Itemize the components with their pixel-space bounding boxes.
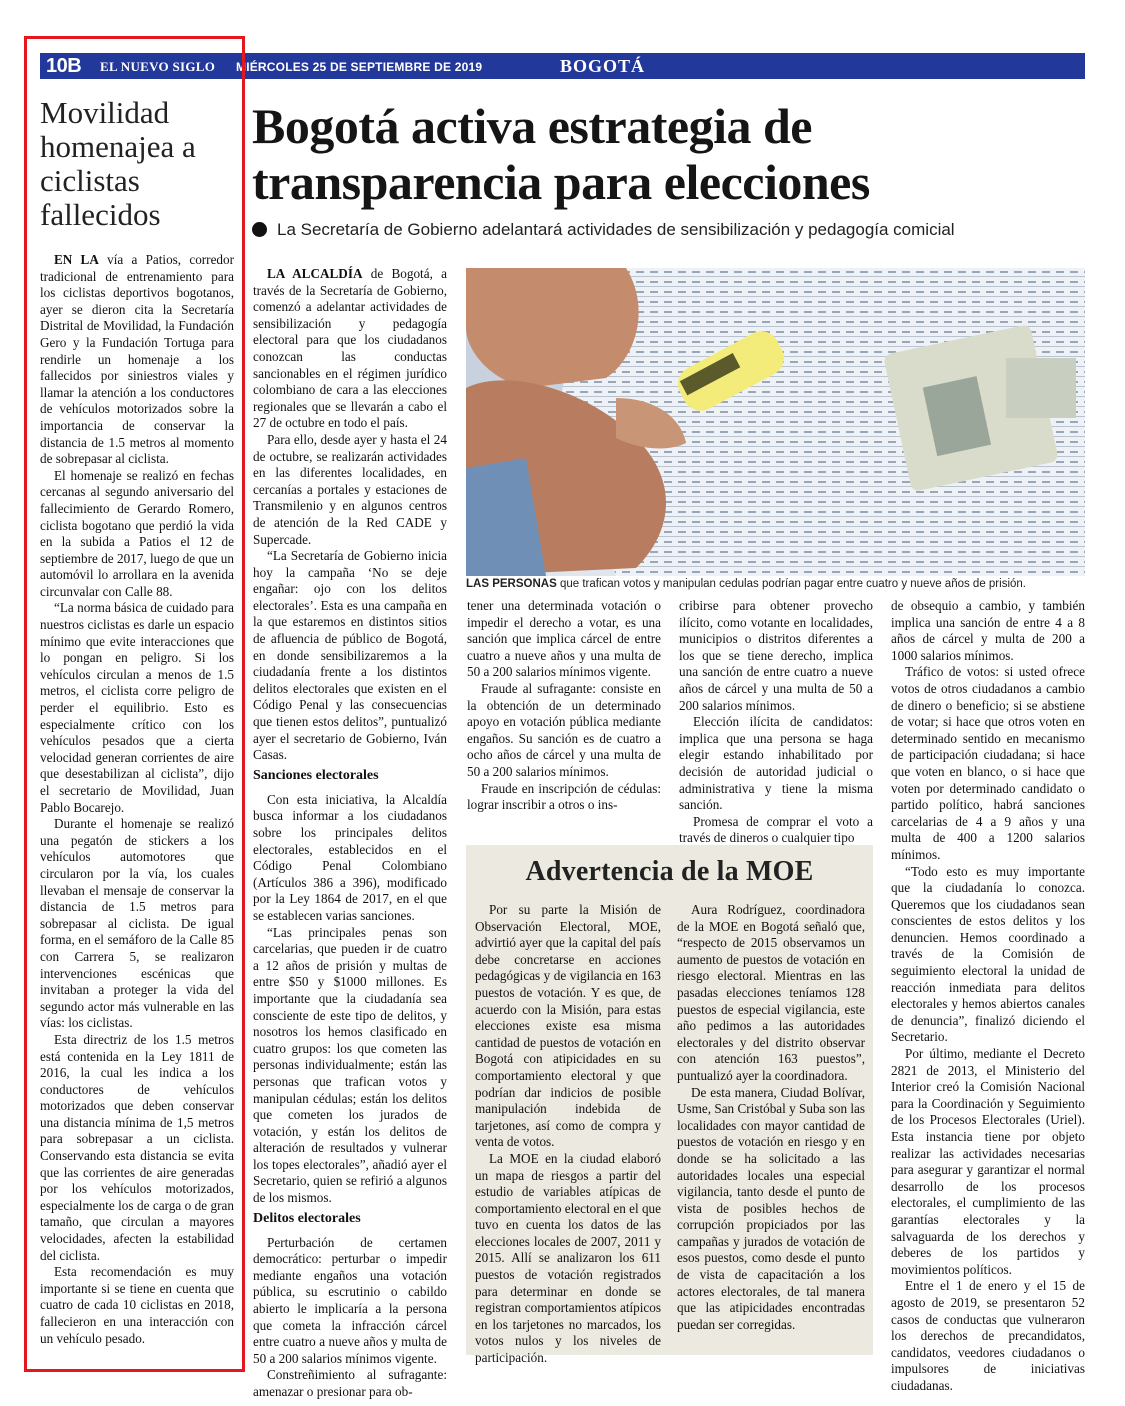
paragraph: El homenaje se realizó en fechas cercanas al segundo aniversario del fallecimiento de Gerardo Romero, ciclista bogotano que perdió la vida en la subida a Patios el 12 de septiembre de 2017, luego de que un automóvil lo arrollara en la avenida circunvalar con Calle 88. [40,467,234,599]
article-column-1 [253,266,447,1401]
subheading-delitos: Delitos electorales [253,1210,361,1226]
photo-caption: LAS PERSONAS que trafican votos y manipulan cedulas podrían pagar entre cuatro y nueve años de prisión. [466,578,1026,590]
lead-words: LA ALCALDÍA [267,266,363,281]
paragraph: Esta recomendación es muy importante si se tiene en cuenta que cuatro de cada 10 ciclistas en 2018, fallecieron en una interacción con un vehículo pesado. [40,1264,234,1346]
paragraph: Para ello, desde ayer y hasta el 24 de octubre, se realizarán actividades en las diferentes localidades, en cercanías a portales y estaciones de Transmilenio y en algunos centros de atención de la Red CADE y Supercade. [253,431,447,547]
moe-box-headline: Advertencia de la MOE [525,856,814,887]
voter-list-photo-illustration [466,268,1085,576]
paragraph: Aura Rodríguez, coordinadora de la MOE en Bogotá señaló que, “respecto de 2015 observamos un aumento de puestos de votación en riesgo electoral. Mientras en las pasadas elecciones teníamos 128 puestos de especial vigilancia, este año pedimos a las autoridades electorales y del distrito observar con atención 163 puestos”, puntualizó ayer la coordinadora. [677,902,865,1083]
lead-words: EN LA [54,252,99,267]
article-column-3 [679,598,873,847]
paragraph: “Todo esto es muy importante que la ciudadanía lo conozca. Queremos que los ciudadanos sean conscientes de estos delitos y los denuncien. Hemos coordinado a través de la Comisión de seguimiento electoral la unidad de reacción inmediata para delitos electorales y hemos abiertos canales de denuncia”, finalizó diciendo el Secretario. [891,863,1085,1045]
main-headline: Bogotá activa estrategia de transparencia para elecciones [252,98,870,210]
paragraph: “Las principales penas son carcelarias, que pueden ir de cuatro a 12 años de prisión y multas de entre $50 y $1000 millones. Es importante que la ciudadanía sea consciente de este tipo de delitos, y nosotros los hemos clasificado en cuatro grupos: los que cometen las personas individualmente; están las personas que trafican votos y manipulan cédulas; están los delitos que cometen los jurados de votación, y están los delitos de alteración de resultados y vulnerar los topes electorales”, añadió ayer el Secretario, quien se refirió a algunos de los mismos. [253,924,447,1206]
paragraph: La MOE en la ciudad elaboró un mapa de riesgos a partir del estudio de variables atípicas de comportamiento electoral en el que tuvo en cuenta los datos de las elecciones locales de 2007, 2011 y 2015. Allí se analizaron los 611 puestos de votación registrados para determinar en donde se registran comportamientos atípicos en los tarjetones no marcados, los votos nulos y los niveles de participación. [475,1150,662,1366]
paragraph: Por su parte la Misión de Observación Electoral, MOE, advirtió ayer que la capital del país debe concretarse en acciones pedagógicas y de vigilancia en 163 puestos de votación. Y es que, de acuerdo con la Misión, para estas elecciones existe esa misma cantidad de puestos de votación en Bogotá con atipicidades en su comportamiento electoral y que podrían dar indicios de posible manipulación indebida de tarjetones, así como de compra y venta de votos. [475,902,661,1150]
bullet-icon [252,222,267,237]
paragraph: cribirse para obtener provecho ilícito, como votante en localidades, municipios o distritos diferentes a los que se tiene derecho, implica una sanción de entre cuatro a nueve años de cárcel y una multa de 50 a 200 salarios mínimos. [679,598,873,713]
paragraph: Fraude en inscripción de cédulas: lograr inscribir a otros o ins- [467,780,661,813]
publication-name: EL NUEVO SIGLO [100,59,216,74]
page-number: 10B [46,55,82,77]
paragraph: De esta manera, Ciudad Bolívar, Usme, San Cristóbal y Suba son las localidades con mayor cantidad de puestos de votación en riesgo y en donde se ha solicitado a las autoridades locales una especial vigilancia, tanto desde el punto de vista de posibles hechos de corrupción propiciados por las campañas y jurados de votación de esos puestos, como desde el punto de vista de capacitación a los actores electorales, de tal manera que las atipicidades encontradas puedan ser corregidas. [677,1084,865,1332]
paragraph: Entre el 1 de enero y el 15 de agosto de 2019, se presentaron 52 casos de conductas que vulneraron los derechos de precandidatos, candidatos, veedores ciudadanos o impulsores de iniciativas ciudadanas. [891,1278,1085,1393]
paragraph: Durante el homenaje se realizó una pegatón de stickers a los vehículos automotores que circularon por la vía, los cuales llevaban el mensaje de conservar la distancia de 1.5 metros para sobrepasar al ciclista. De igual forma, en el semáforo de la Calle 85 con Carrera 5, se realizaron intervenciones escénicas que invitaban a proteger la vida del segundo actor más vulnerable en las vías: los ciclistas. [40,816,234,1031]
issue-date: MIÉRCOLES 25 DE SEPTIEMBRE DE 2019 [236,60,483,74]
moe-column-1 [475,902,661,1367]
main-subheadline: La Secretaría de Gobierno adelantará actividades de sensibilización y pedagogía comicial [252,220,1092,240]
paragraph: Elección ilícita de candidatos: implica que una persona se haga elegir estando inhabilitado por decisión de autoridad judicial o administrativa y tiene la misma sanción. [679,714,873,813]
paragraph: Promesa de comprar el voto a través de dineros o cualquier tipo [679,813,873,846]
article-column-2 [467,598,661,814]
paragraph: tener una determinada votación o impedir el derecho a votar, es una sanción que implica cárcel de entre cuatro a nueve años y una multa de 50 a 200 salarios mínimos vigente. [467,598,661,680]
paragraph: Con esta iniciativa, la Alcaldía busca informar a los ciudadanos sobre los principales delitos electorales, establecidos en el Código Penal Colombiano (Artículos 386 a 396), modificado por la Ley 1864 de 2017, en el que se establecen varias sanciones. [253,791,447,923]
paragraph: “La Secretaría de Gobierno inicia hoy la campaña ‘No se deje engañar: ojo con los delitos electorales’. Esta es una campaña en la que estaremos en distintos sitios de afluencia de público de Bogotá, en donde sensibilizaremos a la ciudadanía frente a los distintos delitos electorales que existen en el Código Penal y las consecuencias que tienen estos delitos”, puntualizó ayer el secretario de Gobierno, Iván Casas. [253,548,447,763]
paragraph: Constreñimiento al sufragante: amenazar o presionar para ob- [253,1367,447,1399]
paragraph: Tráfico de votos: si usted ofrece votos de otros ciudadanos a cambio de dinero o beneficio; si se abstiene de votar; si hace que otros voten en determinado sentido en mecanismo de participación ciudadana; si hace que voten en blanco, o si hace que voten por determinado candidato o partido político, habrá sanciones carcelarias de 4 a 9 años y una multa de 400 a 1200 salarios mínimos. [891,664,1085,862]
section-name: BOGOTÁ [560,56,646,76]
paragraph: “La norma básica de cuidado para nuestros ciclistas es darle un espacio mínimo que evite interacciones que lo pongan en peligro. Si los vehículos circulan a menos de 1.5 metros, el ciclista corre peligro de perder el equilibrio. Esto es especialmente crítico con los vehículos pesados que a cierta velocidad generan corrientes de aire que desestabilizan al ciclista”, dijo el secretario de Movilidad, Juan Pablo Bocarejo. [40,600,234,815]
side-story-headline: Movilidad homenajea a ciclistas fallecidos [40,95,196,233]
paragraph: Perturbación de certamen democrático: perturbar o impedir mediante engaños una votación pública, su escrutinio o cabildo abierto le implicaría a la persona que cometa la infracción cárcel entre cuatro a nueve años y multa de 50 a 200 salarios mínimos vigente. [253,1234,447,1366]
subheading-sanciones: Sanciones electorales [253,767,379,783]
paragraph: de obsequio a cambio, y también implica una sanción de entre 4 a 8 años de cárcel y multa de 200 a 1000 salarios mínimos. [891,598,1085,663]
paragraph: Fraude al sufragante: consiste en la obtención de un determinado apoyo en votación pública mediante engaños. Su sanción es de cuatro a ocho años de cárcel y una multa de 50 a 200 salarios mínimos. [467,680,661,779]
moe-column-2 [677,902,865,1333]
paragraph: LA ALCALDÍA de Bogotá, a través de la Secretaría de Gobierno, comenzó a adelantar actividades de sensibilización y pedagogía electoral para que los ciudadanos conozcan las conductas sancionables en el régimen jurídico colombiano de cara a las elecciones regionales que se llevarán a cabo el 27 de octubre en todo el país. [253,266,447,431]
paragraph: EN LA vía a Patios, corredor tradicional de entrenamiento para los ciclistas deportivos bogotanos, ayer se dieron cita la Secretaría Distrital de Movilidad, la Fundación Gero y la Fundación Tortuga para rendirle un homenaje a los fallecidos por siniestros viales y llamar la atención a los conductores de vehículos motorizados sobre la importancia de conservar la distancia de 1.5 metros al momento de sobrepasar al ciclista. [40,252,235,467]
article-column-4 [891,598,1085,1395]
article-photo [466,268,1085,576]
paragraph: Por último, mediante el Decreto 2821 de 2013, el Ministerio del Interior creó la Comisión Nacional para la Coordinación y Seguimiento de los Procesos Electorales (Uriel). Esta instancia tiene por objeto realizar las actividades necesarias para asegurar y garantizar el normal desarrollo de los procesos electorales, el cumplimiento de las garantías electorales y la salvaguarda de los derechos y deberes de los partidos y movimientos políticos. [891,1046,1085,1277]
paragraph: Esta directriz de los 1.5 metros está contenida en la Ley 1811 de 2016, la cual les indica a los conductores de vehículos motorizados que deben conservar una distancia mínima de 1,5 metros para sobrepasar a un ciclista. Conservando esta distancia se evita que las corrientes de aire generadas por los vehículos motorizados, especialmente los de carga o de gran tamaño, que circulan a mayores velocidades, afecten la estabilidad del ciclista. [40,1031,234,1263]
side-story-body [40,252,234,1347]
